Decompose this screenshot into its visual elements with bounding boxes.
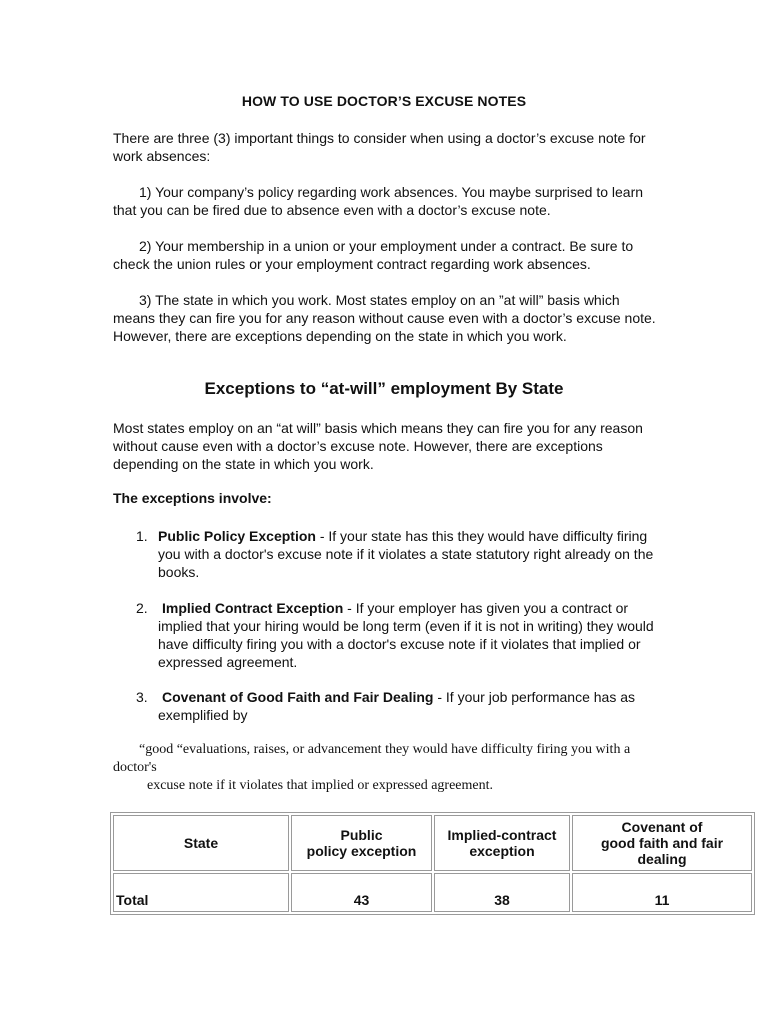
table-cell-implied-contract-total: 38 [434,873,570,912]
table-header-public-policy: Public policy exception [291,815,432,871]
exception-name: Covenant of Good Faith and Fair Dealing [162,689,434,705]
table-cell-total-label: Total [113,873,289,912]
exception-name: Implied Contract Exception [162,600,344,616]
exceptions-label: The exceptions involve: [113,490,272,506]
exception-item-public-policy [136,527,658,581]
section-intro-paragraph: Most states employ on an “at will” basis which means they can fire you for any reason without cause even with a doctor’s excuse note. However, there are exceptions depending on the state in which you work. [113,420,643,472]
intro-paragraph: There are three (3) important things to consider when using a doctor’s excuse note for work absences: [113,130,646,164]
table-cell-good-faith-total: 11 [572,873,752,912]
exceptions-table [110,812,755,915]
table-header-good-faith: Covenant of good faith and fair dealing [572,815,752,871]
list-number: 1. [136,528,148,544]
point-1-paragraph: 1) Your company’s policy regarding work absences. You maybe surprised to learn that you can be fired due to absence even with a doctor’s excuse note. [113,184,644,218]
table-row [113,873,752,912]
exception-text: - If your employer has given you a contract or implied that your hiring would be long term (even if it is not in writing) they would have difficulty firing you with a doctor's excuse note if it violates that implied or expressed agreement. [158,600,654,670]
exception-item-good-faith [136,688,658,724]
exception-text: - If your state has this they would have difficulty firing you with a doctor's excuse note if it violates a state statutory right already on the books. [158,528,654,580]
exception-name: Public Policy Exception [158,528,316,544]
table-cell-public-policy-total: 43 [291,873,432,912]
table-header-state: State [113,815,289,871]
quote-line-2: excuse note if it violates that implied or expressed agreement. [147,778,493,793]
document-title: HOW TO USE DOCTOR’S EXCUSE NOTES [241,93,527,109]
list-number: 2. [136,600,148,616]
quote-line-1: “good “evaluations, raises, or advancement they would have difficulty firing you with a doctor's [113,742,631,775]
section-heading: Exceptions to “at-will” employment By State [204,379,564,398]
list-number: 3. [136,689,148,705]
point-3-paragraph: 3) The state in which you work. Most states employ on an ”at will” basis which means they can fire you for any reason without cause even with a doctor’s excuse note. However, there are exceptions depending on the state in which you work. [113,292,656,344]
table-header-row [113,815,752,871]
exception-item-implied-contract [136,599,658,671]
table-header-implied-contract: Implied-contract exception [434,815,570,871]
point-2-paragraph: 2) Your membership in a union or your employment under a contract. Be sure to check the union rules or your employment contract regarding work absences. [113,238,634,272]
exception-text: - If your job performance has as exemplified by [158,689,636,723]
